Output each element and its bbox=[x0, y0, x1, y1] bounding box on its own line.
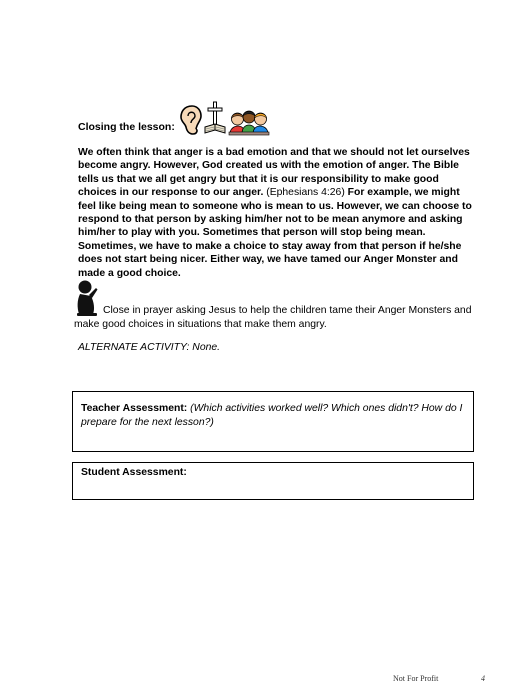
lesson-text-part1: We often think that anger is a bad emotion and that we should not let ourselves become angry. However, God created us with the emotion of anger. The Bible tells us that we all get angry but that it is our responsibility to make good choices in our response to our anger. bbox=[78, 147, 470, 199]
scripture-reference: (Ephesians 4:26) bbox=[263, 187, 348, 199]
teacher-assessment-label: Teacher Assessment: bbox=[81, 403, 188, 414]
ear-icon bbox=[179, 104, 203, 136]
footer-text: Not For Profit bbox=[393, 674, 439, 683]
alternate-activity: ALTERNATE ACTIVITY: None. bbox=[78, 342, 221, 353]
lesson-text-part2: For example, we might feel like being mean to someone who is mean to us. However, we can choose to respond to that person by asking him/her not to be mean anymore and asking him/her to play with you. Sometimes that person will stop being mean. Sometimes, we have to make a choice to stay away from that person if he/she does not start being nicer. Either way, we have tamed our Anger Monster and made a good choice. bbox=[78, 187, 472, 279]
student-assessment-box[interactable] bbox=[72, 462, 474, 500]
student-assessment-label: Student Assessment: bbox=[81, 467, 187, 478]
teacher-assessment-text bbox=[81, 402, 465, 429]
closing-label: Closing the lesson: bbox=[78, 121, 175, 133]
closing-header bbox=[78, 100, 271, 136]
page-number: 4 bbox=[481, 674, 485, 683]
teacher-assessment-box[interactable] bbox=[72, 391, 474, 452]
children-group-icon bbox=[227, 106, 271, 136]
cross-bible-icon bbox=[203, 100, 227, 136]
teacher-assessment-prompt: (Which activities worked well? Which ones didn't? How do I prepare for the next lesson?) bbox=[81, 403, 463, 428]
closing-icons bbox=[179, 100, 271, 136]
lesson-paragraph bbox=[78, 146, 480, 280]
prayer-text: Close in prayer asking Jesus to help the children tame their Anger Monsters and make good choices in situations that make them angry. bbox=[74, 305, 472, 330]
